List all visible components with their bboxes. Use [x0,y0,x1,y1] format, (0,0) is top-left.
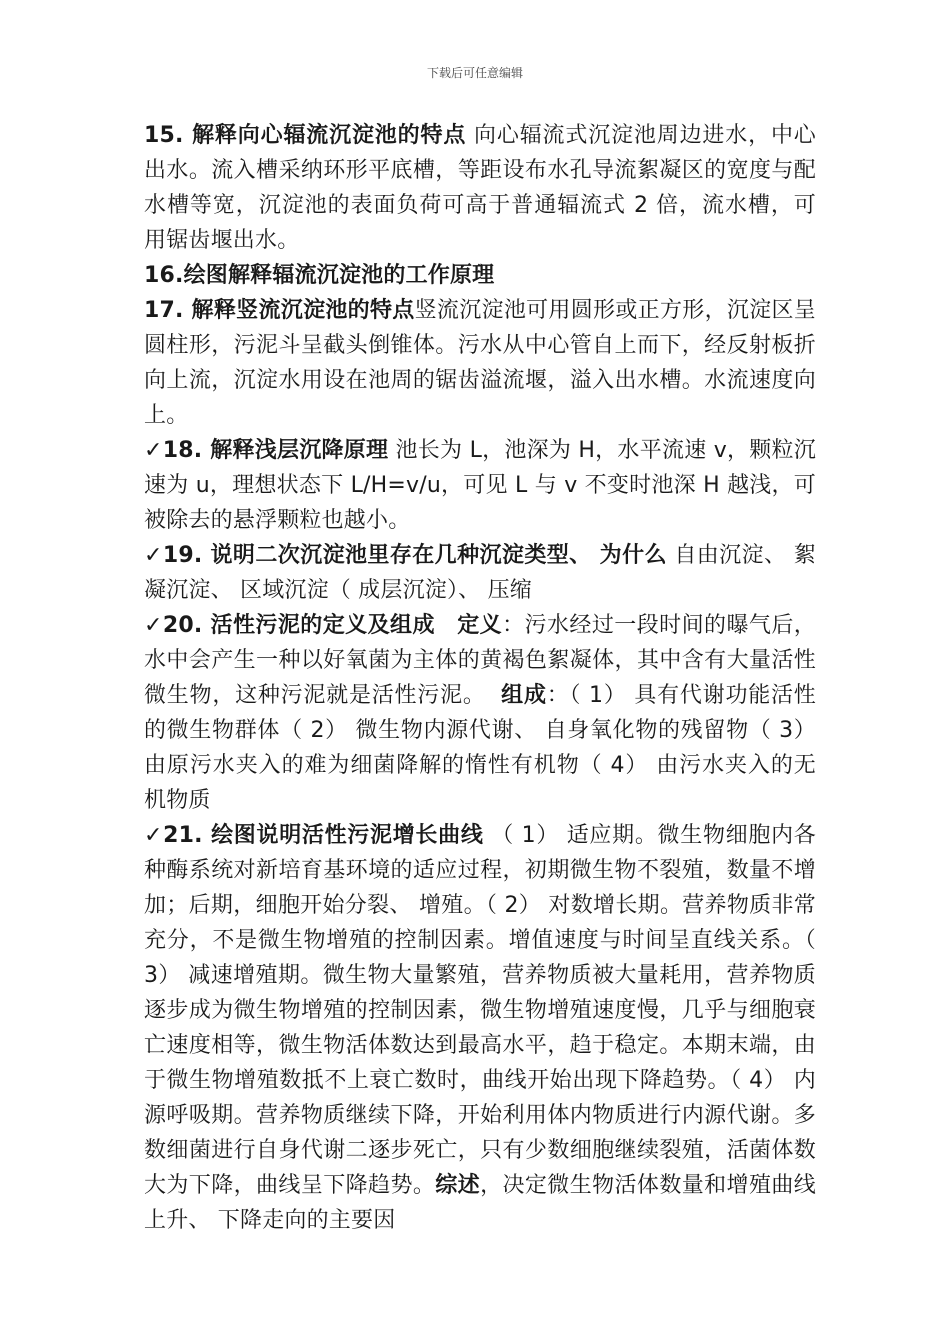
document-body [144,118,816,1238]
checkmark-icon: ✓ [144,613,163,638]
question-19 [144,538,816,608]
question-20-title: 20. 活性污泥的定义及组成 [162,613,435,638]
question-17-title: 17. 解释竖流沉淀池的特点 [144,298,415,323]
question-21-title: 21. 绘图说明活性污泥增长曲线 [163,823,484,848]
question-18-body: 池长为 L，池深为 H，水平流速 v，颗粒沉速为 u，理想状态下 L/H=v/u，可见 L 与 v 不变时池深 H 越浅，可被除去的悬浮颗粒也越小。 [144,438,816,533]
question-17-body: 竖流沉淀池可用圆形或正方形，沉淀区呈圆柱形，污泥斗呈截头倒锥体。污水从中心管自上而下，经反射板折向上流，沉淀水用设在池周的锯齿溢流堰，溢入出水槽。水流速度向上。 [144,298,816,428]
question-17 [144,293,816,433]
composition-label: 组成 [501,683,547,708]
checkmark-icon: ✓ [144,543,163,568]
question-20 [144,608,816,818]
question-21 [144,818,816,1238]
checkmark-icon: ✓ [144,438,163,463]
checkmark-icon: ✓ [144,823,164,848]
question-19-title: 19. 说明二次沉淀池里存在几种沉淀类型、 为什么 [162,543,667,568]
question-16-title: 16.绘图解释辐流沉淀池的工作原理 [144,263,495,288]
question-15 [144,118,816,258]
question-18 [144,433,816,538]
question-16 [144,258,816,293]
question-19-body: 自由沉淀、 絮凝沉淀、 区域沉淀（ 成层沉淀）、 压缩 [144,543,817,603]
question-18-title: 18. 解释浅层沉降原理 [162,438,389,463]
composition-body: ：（ 1） 具有代谢功能活性的微生物群体（ 2） 微生物内源代谢、 自身氧化物的残留物（ 3） 由原污水夹入的难为细菌降解的惰性有机物（ 4） 由污水夹入的无机物质 [144,683,816,813]
question-21-body: （ 1） 适应期。微生物细胞内各种酶系统对新培育基环境的适应过程，初期微生物不裂殖，数量不增加；后期，细胞开始分裂、 增殖。（ 2） 对数增长期。营养物质非常充分，不是微生物增殖的控制因素。增值速度与时间呈直线关系。（ 3） 减速增殖期。微生物大量繁殖，营养物质被大量耗用，营养物质逐步成为微生物增殖的控制因素，微生物增殖速度慢，几乎与细胞衰亡速度相等，微生物活体数达到最高水平，趋于稳定。本期末端，由于微生物增殖数抵不上衰亡数时，曲线开始出现下降趋势。（ 4） 内源呼吸期。营养物质继续下降，开始利用体内物质进行内源代谢。多数细菌进行自身代谢二逐步死亡，只有少数细胞继续裂殖，活菌体数大为下降，曲线呈下降趋势。 [144,823,816,1198]
page-header: 下载后可任意编辑 [426,66,523,80]
definition-label: 定义 [457,613,503,638]
definition-body: ：污水经过一段时间的曝气后，水中会产生一种以好氧菌为主体的黄褐色絮凝体，其中含有大量活性微生物，这种污泥就是活性污泥。 [144,613,816,708]
summary-body: ，决定微生物活体数量和增殖曲线上升、 下降走向的主要因 [144,1173,816,1233]
summary-label: 综述 [435,1173,481,1198]
question-15-title: 15. 解释向心辐流沉淀池的特点 [144,123,467,148]
question-15-body: 向心辐流式沉淀池周边进水，中心出水。流入槽采纳环形平底槽，等距设布水孔导流絮凝区的宽度与配水槽等宽，沉淀池的表面负荷可高于普通辐流式 2 倍，流水槽，可用锯齿堰出水。 [144,123,816,253]
